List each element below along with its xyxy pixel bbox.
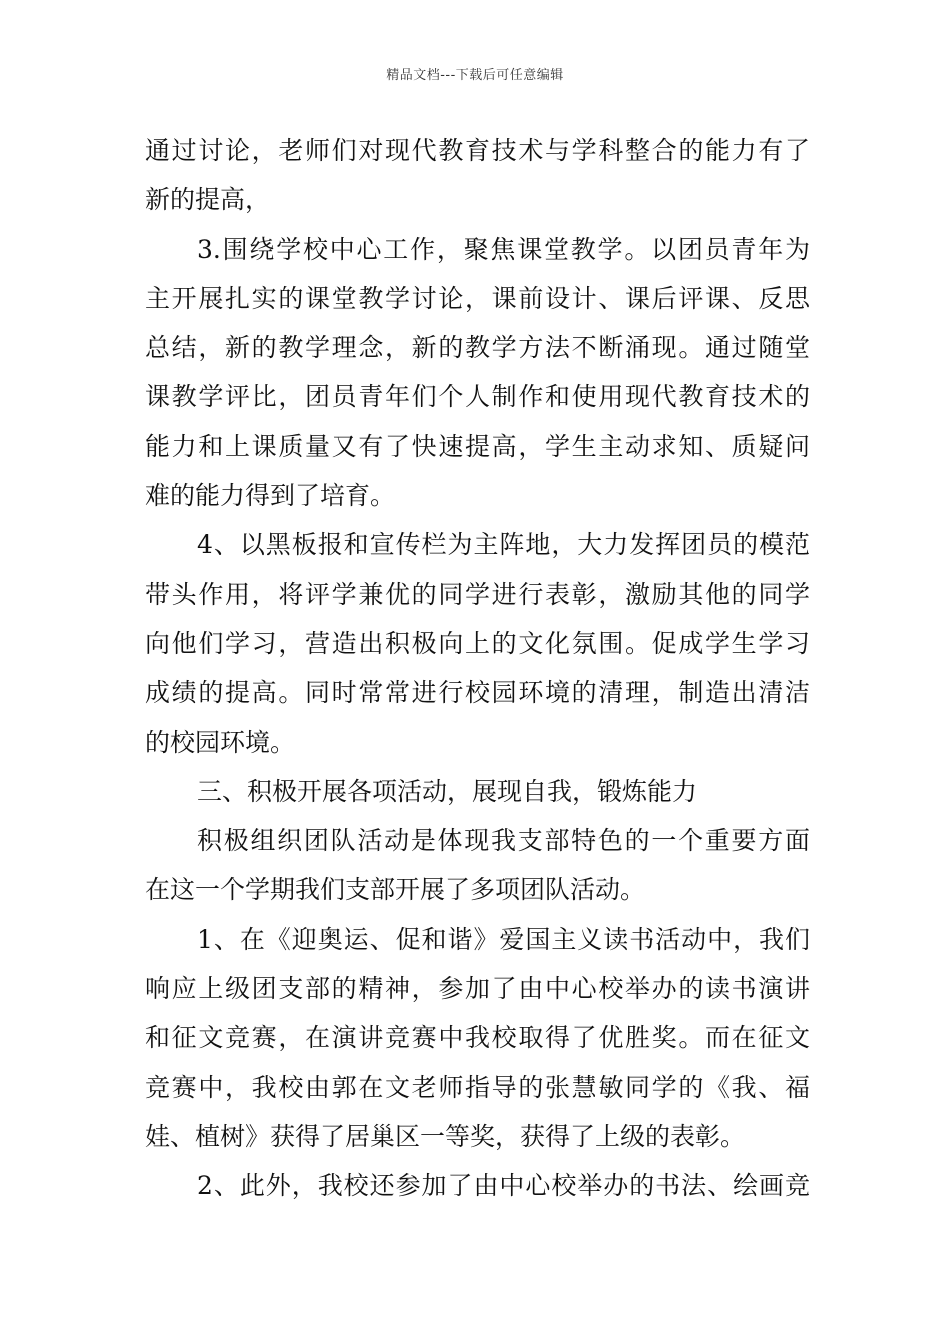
text-line: 响应上级团支部的精神，参加了由中心校举办的读书演讲 — [145, 974, 810, 1004]
text-line: 3.围绕学校中心工作，聚焦课堂教学。以团员青年为 — [197, 234, 810, 264]
text-line: 总结，新的教学理念，新的教学方法不断涌现。通过随堂 — [145, 333, 810, 363]
text-line: 三、积极开展各项活动，展现自我，锻炼能力 — [197, 776, 698, 806]
text-line: 1、在《迎奥运、促和谐》爱国主义读书活动中，我们 — [197, 924, 810, 954]
text-line: 2、此外，我校还参加了由中心校举办的书法、绘画竞 — [197, 1171, 810, 1201]
text-line: 难的能力得到了培育。 — [145, 481, 396, 511]
text-line: 娃、植树》获得了居巢区一等奖，获得了上级的表彰。 — [145, 1121, 746, 1151]
paragraph — [145, 1161, 810, 1210]
text-line: 积极组织团队活动是体现我支部特色的一个重要方面 — [197, 826, 810, 856]
paragraph — [145, 126, 810, 225]
text-line: 课教学评比，团员青年们个人制作和使用现代教育技术的 — [145, 382, 810, 412]
text-line: 竞赛中，我校由郭在文老师指导的张慧敏同学的《我、福 — [145, 1072, 810, 1102]
paragraph — [145, 816, 810, 915]
text-line: 主开展扎实的课堂教学讨论，课前设计、课后评课、反思 — [145, 283, 810, 313]
text-line: 在这一个学期我们支部开展了多项团队活动。 — [145, 875, 646, 905]
text-line: 通过讨论，老师们对现代教育技术与学科整合的能力有了 — [145, 136, 810, 165]
text-line: 带头作用，将评学兼优的同学进行表彰，激励其他的同学 — [145, 579, 810, 609]
text-line: 的校园环境。 — [145, 727, 296, 757]
text-line: 和征文竞赛，在演讲竞赛中我校取得了优胜奖。而在征文 — [145, 1023, 810, 1053]
text-line: 4、以黑板报和宣传栏为主阵地，大力发挥团员的模范 — [197, 530, 810, 560]
section-heading — [145, 767, 810, 816]
paragraph — [145, 520, 810, 766]
document-body — [145, 126, 810, 1211]
text-line: 成绩的提高。同时常常进行校园环境的清理，制造出清洁 — [145, 678, 810, 708]
text-line: 能力和上课质量又有了快速提高，学生主动求知、质疑问 — [145, 431, 810, 461]
text-line: 新的提高， — [145, 185, 271, 215]
paragraph — [145, 225, 810, 521]
text-line: 向他们学习，营造出积极向上的文化氛围。促成学生学习 — [145, 628, 810, 658]
page-header: 精品文档---下载后可任意编辑 — [386, 68, 564, 83]
paragraph — [145, 915, 810, 1161]
